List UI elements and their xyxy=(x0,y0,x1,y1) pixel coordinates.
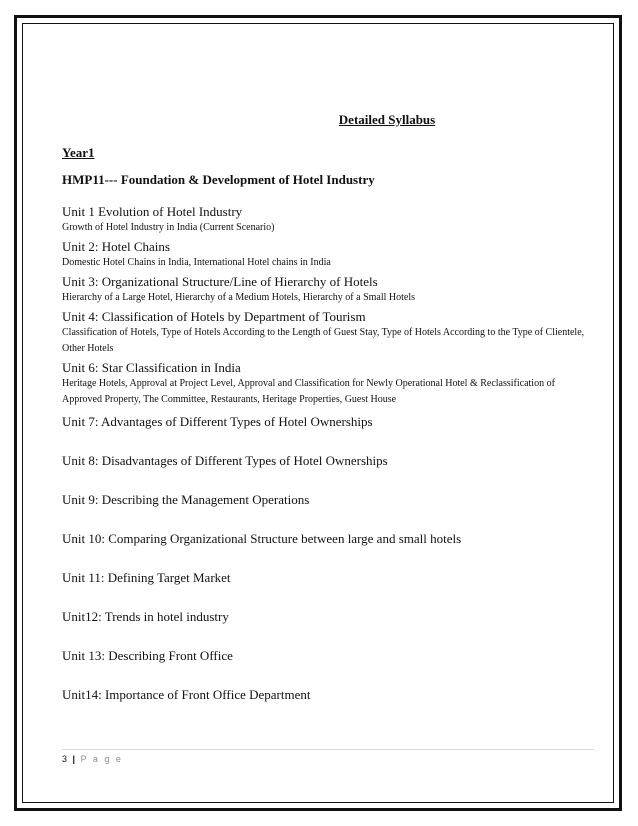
unit-title: Unit 4: Classification of Hotels by Department of Tourism xyxy=(62,309,366,324)
unit-block xyxy=(62,491,592,508)
page-number: 3 xyxy=(62,754,68,764)
unit-block xyxy=(62,203,592,236)
unit-block xyxy=(62,413,592,430)
unit-description: Growth of Hotel Industry in India (Current Scenario) xyxy=(62,222,275,233)
unit-block xyxy=(62,530,592,547)
unit-block xyxy=(62,647,592,664)
unit-title: Unit 2: Hotel Chains xyxy=(62,239,170,254)
unit-block xyxy=(62,238,592,271)
unit-block xyxy=(62,308,592,357)
document-title: Detailed Syllabus xyxy=(338,112,436,127)
unit-title: Unit 3: Organizational Structure/Line of Hierarchy of Hotels xyxy=(62,274,378,289)
unit-block xyxy=(62,569,592,586)
year-heading: Year1 xyxy=(62,145,95,160)
unit-title: Unit 1 Evolution of Hotel Industry xyxy=(62,204,243,219)
unit-block xyxy=(62,686,592,703)
unit-block xyxy=(62,359,592,408)
page-footer xyxy=(62,749,594,764)
page-label: P a g e xyxy=(80,754,123,764)
unit-title: Unit 7: Advantages of Different Types of Hotel Ownerships xyxy=(62,414,373,429)
unit-description: Domestic Hotel Chains in India, International Hotel chains in India xyxy=(62,257,331,268)
course-title: HMP11--- Foundation & Development of Hotel Industry xyxy=(62,172,375,187)
unit-description: Classification of Hotels, Type of Hotels According to the Length of Guest Stay, Type of Hotels According to the Type of Clientele, Other Hotels xyxy=(62,327,585,354)
page-content xyxy=(62,112,592,703)
footer-separator: | xyxy=(72,754,76,764)
unit-description: Hierarchy of a Large Hotel, Hierarchy of a Medium Hotels, Hierarchy of a Small Hotels xyxy=(62,292,416,303)
unit-title: Unit12: Trends in hotel industry xyxy=(62,609,229,624)
unit-title: Unit 8: Disadvantages of Different Types of Hotel Ownerships xyxy=(62,453,388,468)
unit-description: Heritage Hotels, Approval at Project Level, Approval and Classification for Newly Operational Hotel & Reclassification of Approved Property, The Committee, Restaurants, Heritage Properties, Guest House xyxy=(62,378,555,405)
unit-title: Unit 11: Defining Target Market xyxy=(62,570,231,585)
unit-title: Unit 6: Star Classification in India xyxy=(62,360,241,375)
unit-title: Unit 13: Describing Front Office xyxy=(62,648,233,663)
unit-block xyxy=(62,452,592,469)
unit-block xyxy=(62,608,592,625)
unit-block xyxy=(62,273,592,306)
unit-title: Unit 9: Describing the Management Operations xyxy=(62,492,310,507)
unit-title: Unit14: Importance of Front Office Department xyxy=(62,687,311,702)
unit-title: Unit 10: Comparing Organizational Structure between large and small hotels xyxy=(62,531,462,546)
